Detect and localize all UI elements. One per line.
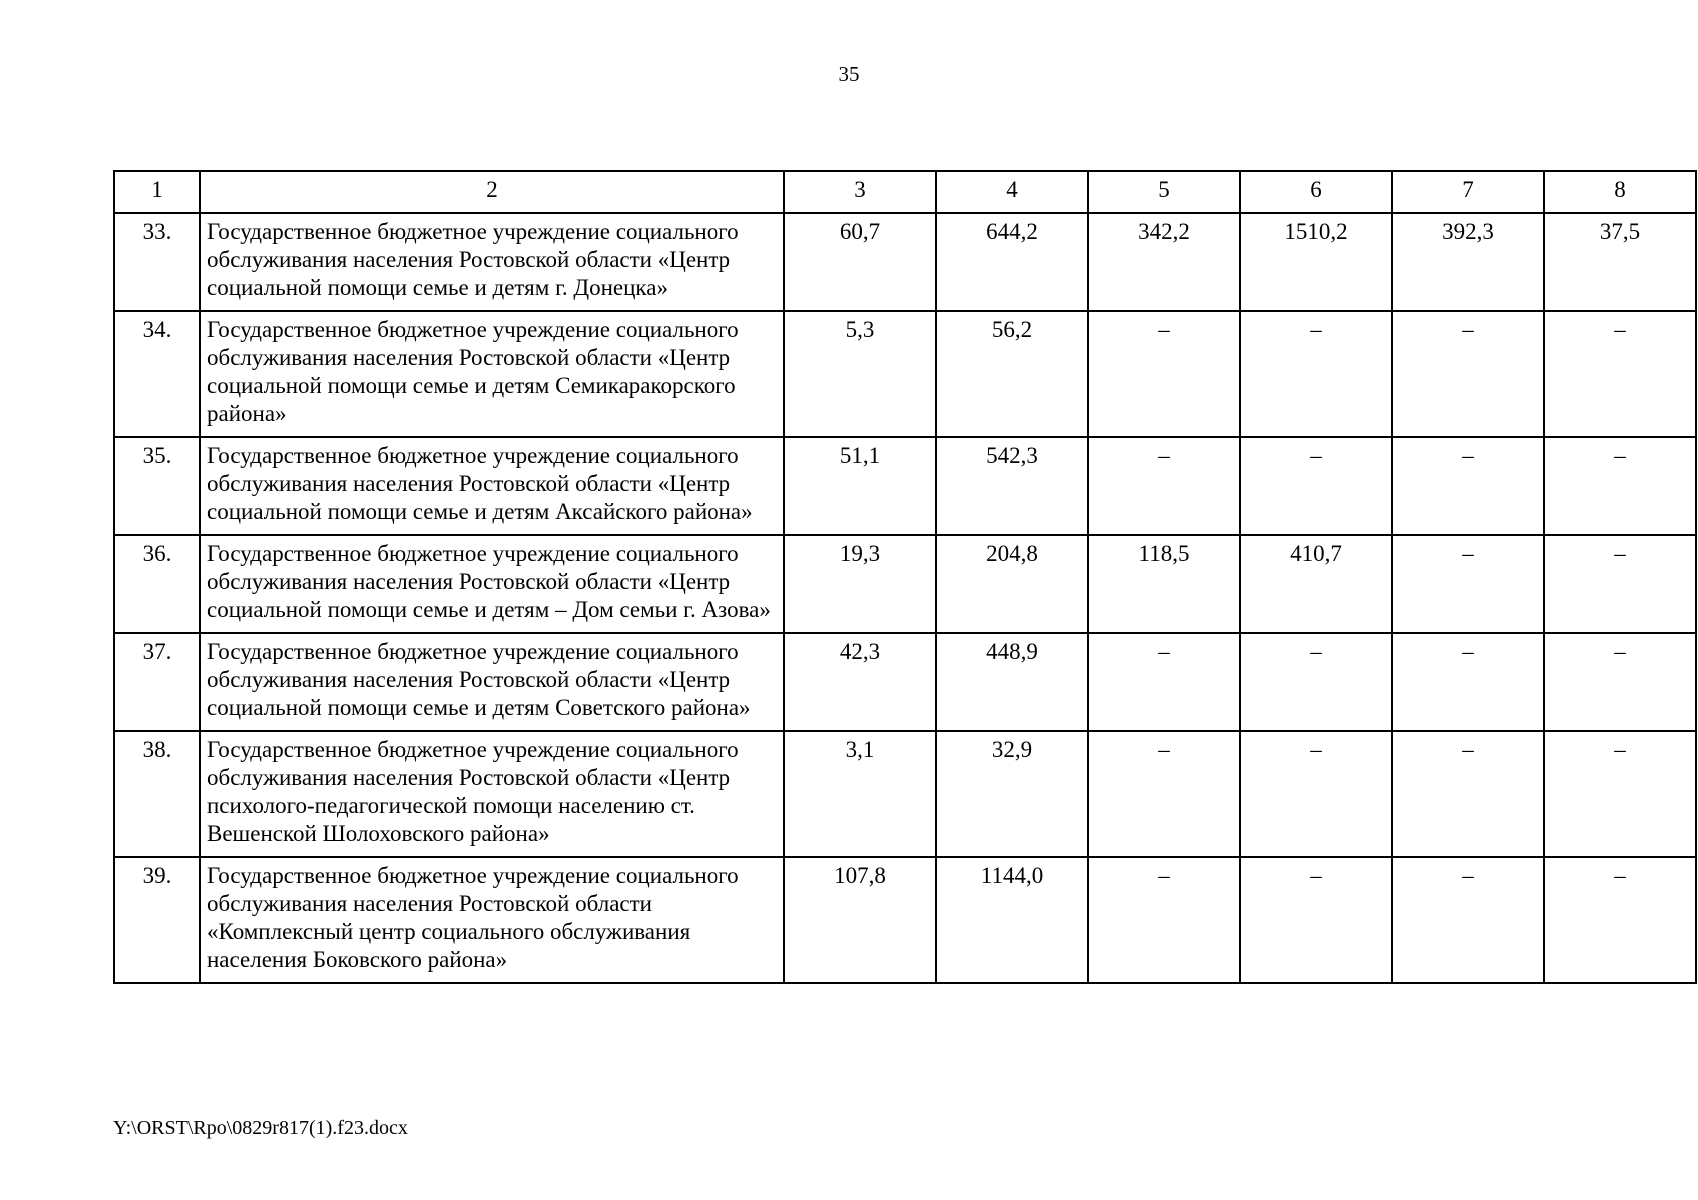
row-number: 36. [114,535,200,633]
organization-name: Государственное бюджетное учреждение социального обслуживания населения Ростовской области «Центр психолого-педагогической помощи населению ст. Вешенской Шолоховского района» [200,731,784,857]
value-col-6: – [1240,633,1392,731]
value-col-6: 410,7 [1240,535,1392,633]
value-col-3: 42,3 [784,633,936,731]
value-col-5: – [1088,311,1240,437]
table-row [114,857,1696,983]
value-col-7: – [1392,311,1544,437]
column-header-8: 8 [1544,171,1696,213]
row-number: 39. [114,857,200,983]
value-col-8: – [1544,731,1696,857]
value-col-8: – [1544,437,1696,535]
value-col-7: – [1392,633,1544,731]
value-col-4: 644,2 [936,213,1088,311]
table-row [114,213,1696,311]
table-row [114,731,1696,857]
column-header-4: 4 [936,171,1088,213]
row-number: 33. [114,213,200,311]
value-col-6: – [1240,311,1392,437]
value-col-5: – [1088,633,1240,731]
column-header-6: 6 [1240,171,1392,213]
value-col-4: 1144,0 [936,857,1088,983]
value-col-4: 448,9 [936,633,1088,731]
table-container [113,170,1641,984]
value-col-7: – [1392,437,1544,535]
organization-name: Государственное бюджетное учреждение социального обслуживания населения Ростовской области «Центр социальной помощи семье и детям Аксайского района» [200,437,784,535]
value-col-4: 32,9 [936,731,1088,857]
column-header-2: 2 [200,171,784,213]
organization-name: Государственное бюджетное учреждение социального обслуживания населения Ростовской области «Центр социальной помощи семье и детям Советского района» [200,633,784,731]
value-col-5: 118,5 [1088,535,1240,633]
value-col-7: 392,3 [1392,213,1544,311]
value-col-5: – [1088,437,1240,535]
table-header-row [114,171,1696,213]
funding-table [113,170,1697,984]
column-header-7: 7 [1392,171,1544,213]
value-col-3: 51,1 [784,437,936,535]
row-number: 35. [114,437,200,535]
footer-file-path: Y:\ORST\Rpo\0829r817(1).f23.docx [113,1117,408,1139]
column-header-1: 1 [114,171,200,213]
value-col-6: 1510,2 [1240,213,1392,311]
value-col-5: 342,2 [1088,213,1240,311]
value-col-3: 107,8 [784,857,936,983]
value-col-4: 542,3 [936,437,1088,535]
row-number: 38. [114,731,200,857]
table-row [114,311,1696,437]
value-col-6: – [1240,731,1392,857]
value-col-8: – [1544,535,1696,633]
value-col-5: – [1088,857,1240,983]
page-number: 35 [838,62,860,86]
row-number: 37. [114,633,200,731]
organization-name: Государственное бюджетное учреждение социального обслуживания населения Ростовской области «Центр социальной помощи семье и детям – Дом семьи г. Азова» [200,535,784,633]
value-col-7: – [1392,731,1544,857]
table-row [114,633,1696,731]
value-col-4: 204,8 [936,535,1088,633]
value-col-8: – [1544,633,1696,731]
value-col-8: – [1544,311,1696,437]
value-col-7: – [1392,535,1544,633]
table-row [114,437,1696,535]
column-header-3: 3 [784,171,936,213]
value-col-5: – [1088,731,1240,857]
value-col-6: – [1240,437,1392,535]
value-col-3: 3,1 [784,731,936,857]
value-col-4: 56,2 [936,311,1088,437]
value-col-3: 60,7 [784,213,936,311]
value-col-8: – [1544,857,1696,983]
organization-name: Государственное бюджетное учреждение социального обслуживания населения Ростовской области «Комплексный центр социального обслуживания населения Боковского района» [200,857,784,983]
value-col-6: – [1240,857,1392,983]
organization-name: Государственное бюджетное учреждение социального обслуживания населения Ростовской области «Центр социальной помощи семье и детям Семикаракорского района» [200,311,784,437]
value-col-3: 19,3 [784,535,936,633]
value-col-3: 5,3 [784,311,936,437]
row-number: 34. [114,311,200,437]
value-col-7: – [1392,857,1544,983]
value-col-8: 37,5 [1544,213,1696,311]
table-row [114,535,1696,633]
organization-name: Государственное бюджетное учреждение социального обслуживания населения Ростовской области «Центр социальной помощи семье и детям г. Донецка» [200,213,784,311]
column-header-5: 5 [1088,171,1240,213]
